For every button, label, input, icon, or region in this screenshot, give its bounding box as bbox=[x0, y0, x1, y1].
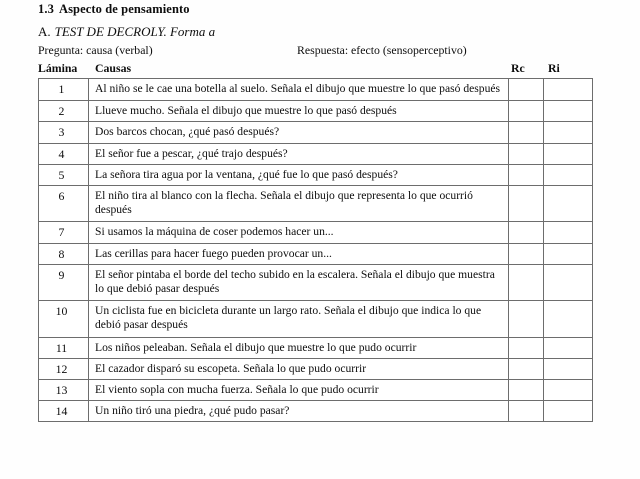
lamina-value: 1 bbox=[58, 82, 65, 96]
cell-rc[interactable] bbox=[509, 380, 544, 401]
ri-value bbox=[544, 186, 592, 207]
cell-ri[interactable] bbox=[544, 380, 593, 401]
cell-ri[interactable] bbox=[544, 186, 593, 222]
lamina-value: 11 bbox=[55, 340, 68, 355]
rc-value bbox=[509, 144, 543, 164]
cell-causa bbox=[89, 101, 509, 122]
cell-rc[interactable] bbox=[509, 358, 544, 379]
rc-value bbox=[509, 338, 543, 358]
ri-value bbox=[544, 301, 592, 322]
rc-value bbox=[509, 359, 543, 379]
rc-value bbox=[509, 79, 543, 100]
table-row bbox=[39, 222, 593, 243]
cell-ri[interactable] bbox=[544, 122, 593, 143]
causa-text: Las cerillas para hacer fuego pueden provocar un... bbox=[95, 246, 332, 260]
rc-value bbox=[509, 186, 543, 207]
lamina-value: 8 bbox=[58, 246, 65, 261]
section-title: Aspecto de pensamiento bbox=[58, 2, 190, 16]
section-number: 1.3 bbox=[38, 2, 54, 16]
cell-ri[interactable] bbox=[544, 164, 593, 185]
cell-rc[interactable] bbox=[509, 101, 544, 122]
rc-value bbox=[509, 244, 543, 264]
cell-ri[interactable] bbox=[544, 301, 593, 337]
causa-text: Si usamos la máquina de coser podemos hacer un... bbox=[95, 225, 334, 239]
rc-value bbox=[509, 165, 543, 185]
ri-value bbox=[544, 101, 592, 121]
cell-lamina bbox=[39, 243, 89, 264]
lamina-value: 14 bbox=[55, 404, 68, 419]
lamina-value: 6 bbox=[58, 189, 65, 204]
rc-value bbox=[509, 380, 543, 400]
table-row bbox=[39, 264, 593, 300]
rc-value bbox=[509, 301, 543, 322]
test-title-line bbox=[38, 24, 215, 40]
cell-ri[interactable] bbox=[544, 243, 593, 264]
cell-causa bbox=[89, 358, 509, 379]
column-header-causas: Causas bbox=[95, 61, 132, 75]
cell-ri[interactable] bbox=[544, 101, 593, 122]
lamina-value: 9 bbox=[58, 267, 65, 282]
cell-rc[interactable] bbox=[509, 243, 544, 264]
lamina-value: 3 bbox=[58, 125, 65, 140]
causa-text: Los niños peleaban. Señala el dibujo que muestre lo que pudo ocurrir bbox=[95, 340, 417, 354]
lamina-value: 2 bbox=[58, 104, 65, 119]
ri-value bbox=[544, 338, 592, 358]
ri-value bbox=[544, 265, 592, 286]
cell-lamina bbox=[39, 186, 89, 222]
section-heading bbox=[38, 2, 190, 17]
cell-lamina bbox=[39, 337, 89, 358]
table-row bbox=[39, 301, 593, 337]
cell-causa bbox=[89, 401, 509, 422]
cell-rc[interactable] bbox=[509, 337, 544, 358]
cell-rc[interactable] bbox=[509, 301, 544, 337]
rc-value bbox=[509, 122, 543, 142]
cell-ri[interactable] bbox=[544, 222, 593, 243]
causa-text: La señora tira agua por la ventana, ¿qué fue lo que pasó después? bbox=[95, 167, 398, 181]
lamina-value: 4 bbox=[58, 146, 65, 161]
lamina-value: 5 bbox=[58, 167, 65, 182]
cell-ri[interactable] bbox=[544, 337, 593, 358]
cell-causa bbox=[89, 122, 509, 143]
table-row bbox=[39, 380, 593, 401]
table-row bbox=[39, 143, 593, 164]
cell-lamina bbox=[39, 122, 89, 143]
causa-text: Llueve mucho. Señala el dibujo que muestre lo que pasó después bbox=[95, 104, 397, 118]
cell-rc[interactable] bbox=[509, 222, 544, 243]
column-header-ri: Ri bbox=[548, 61, 560, 75]
respuesta-label: Respuesta: efecto (sensoperceptivo) bbox=[297, 43, 467, 57]
table-row bbox=[39, 186, 593, 222]
cell-causa bbox=[89, 222, 509, 243]
cell-causa bbox=[89, 264, 509, 300]
ri-value bbox=[544, 165, 592, 185]
cell-lamina bbox=[39, 143, 89, 164]
cell-rc[interactable] bbox=[509, 143, 544, 164]
test-form: Forma a bbox=[169, 24, 216, 39]
lamina-value: 10 bbox=[55, 304, 68, 319]
test-name: TEST DE DECROLY. bbox=[54, 24, 167, 39]
lamina-value: 13 bbox=[55, 383, 68, 398]
causa-text: Un ciclista fue en bicicleta durante un largo rato. Señala el dibujo que indica lo que debió pasar después bbox=[95, 304, 482, 332]
causa-text: El niño tira al blanco con la flecha. Señala el dibujo que representa lo que ocurrió después bbox=[95, 189, 473, 217]
column-header-rc: Rc bbox=[511, 61, 525, 75]
table-row bbox=[39, 101, 593, 122]
cell-lamina bbox=[39, 401, 89, 422]
table-row bbox=[39, 358, 593, 379]
rc-value bbox=[509, 401, 543, 421]
cell-lamina bbox=[39, 301, 89, 337]
rc-value bbox=[509, 222, 543, 242]
lamina-value: 7 bbox=[58, 225, 65, 240]
causa-text: El señor fue a pescar, ¿qué trajo después? bbox=[95, 146, 288, 160]
cell-lamina bbox=[39, 101, 89, 122]
cell-ri[interactable] bbox=[544, 358, 593, 379]
ri-value bbox=[544, 359, 592, 379]
cell-causa bbox=[89, 380, 509, 401]
lamina-value: 12 bbox=[55, 361, 68, 376]
cell-causa bbox=[89, 301, 509, 337]
ri-value bbox=[544, 380, 592, 400]
cell-causa bbox=[89, 143, 509, 164]
cell-rc[interactable] bbox=[509, 401, 544, 422]
cell-lamina bbox=[39, 358, 89, 379]
rc-value bbox=[509, 265, 543, 286]
table-row bbox=[39, 122, 593, 143]
cell-ri[interactable] bbox=[544, 264, 593, 300]
cell-causa bbox=[89, 164, 509, 185]
cell-lamina bbox=[39, 264, 89, 300]
cell-causa bbox=[89, 243, 509, 264]
column-header-lamina: Lámina bbox=[38, 61, 78, 75]
cell-ri[interactable] bbox=[544, 401, 593, 422]
table-row bbox=[39, 337, 593, 358]
cell-lamina bbox=[39, 222, 89, 243]
test-letter: A. bbox=[38, 24, 51, 39]
cell-rc[interactable] bbox=[509, 264, 544, 300]
ri-value bbox=[544, 244, 592, 264]
cell-rc[interactable] bbox=[509, 164, 544, 185]
cell-lamina bbox=[39, 164, 89, 185]
cell-rc[interactable] bbox=[509, 122, 544, 143]
table-body bbox=[39, 79, 593, 422]
cell-causa bbox=[89, 79, 509, 101]
ri-value bbox=[544, 122, 592, 142]
rc-value bbox=[509, 101, 543, 121]
causa-text: El cazador disparó su escopeta. Señala lo que pudo ocurrir bbox=[95, 361, 367, 375]
table-row bbox=[39, 79, 593, 101]
ri-value bbox=[544, 222, 592, 242]
causa-text: Dos barcos chocan, ¿qué pasó después? bbox=[95, 125, 280, 139]
causa-text: El viento sopla con mucha fuerza. Señala lo que pudo ocurrir bbox=[95, 383, 379, 397]
ri-value bbox=[544, 401, 592, 421]
cell-ri[interactable] bbox=[544, 143, 593, 164]
causa-text: Al niño se le cae una botella al suelo. Señala el dibujo que muestre lo que pasó después bbox=[95, 82, 501, 95]
table-row bbox=[39, 164, 593, 185]
cell-lamina bbox=[39, 380, 89, 401]
table-row bbox=[39, 243, 593, 264]
ri-value bbox=[544, 79, 592, 100]
ri-value bbox=[544, 144, 592, 164]
cell-ri[interactable] bbox=[544, 79, 593, 101]
table-column-headers bbox=[0, 61, 640, 77]
causa-text: El señor pintaba el borde del techo subido en la escalera. Señala el dibujo que muestra lo que debió pasar después bbox=[95, 267, 495, 296]
table-row bbox=[39, 401, 593, 422]
cell-causa bbox=[89, 337, 509, 358]
cell-causa bbox=[89, 186, 509, 222]
causa-text: Un niño tiró una piedra, ¿qué pudo pasar? bbox=[95, 404, 290, 418]
cell-rc[interactable] bbox=[509, 79, 544, 101]
decroly-items-table bbox=[38, 78, 593, 422]
pregunta-label: Pregunta: causa (verbal) bbox=[38, 43, 153, 57]
cell-lamina bbox=[39, 79, 89, 101]
cell-rc[interactable] bbox=[509, 186, 544, 222]
